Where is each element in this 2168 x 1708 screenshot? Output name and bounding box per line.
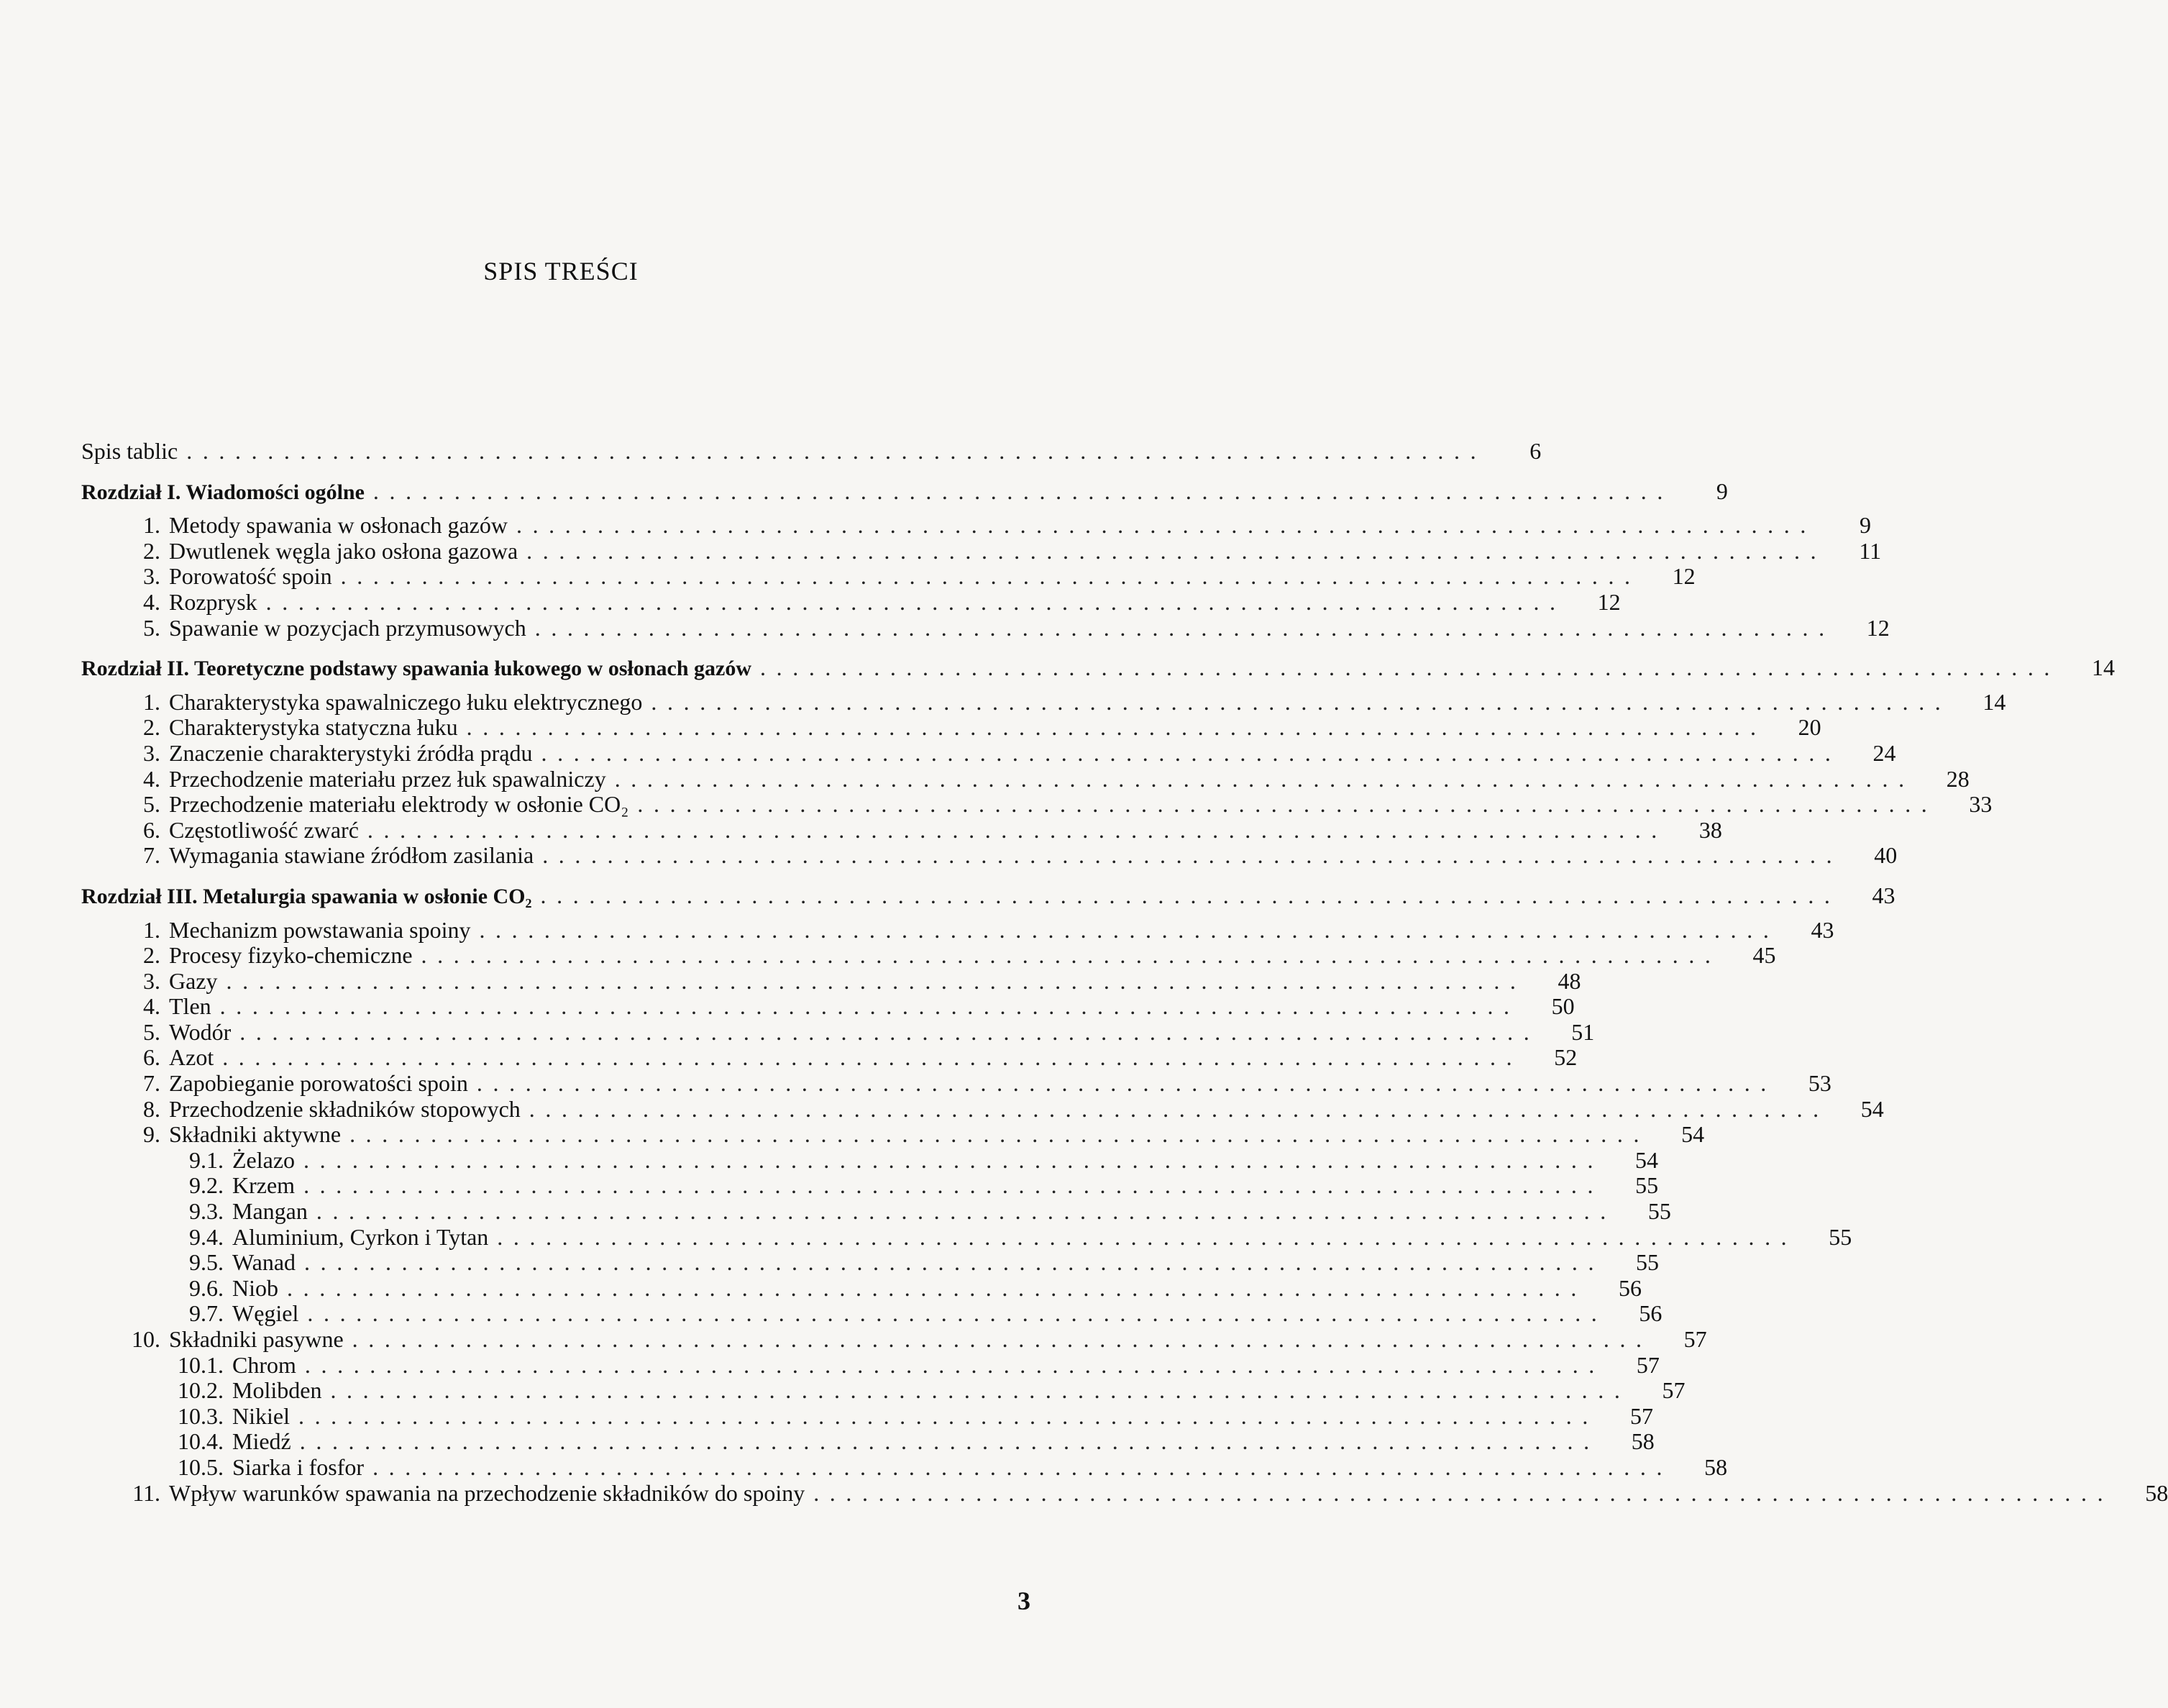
dot-leader: ................................................................................ bbox=[307, 1300, 1608, 1327]
entry-number: 9.6. bbox=[189, 1274, 224, 1301]
entry-title: Wanad bbox=[232, 1249, 296, 1276]
entry-title: Krzem bbox=[232, 1172, 296, 1199]
entry-title: Tlen bbox=[169, 993, 211, 1020]
toc-entry bbox=[81, 1121, 1705, 1148]
entry-number: 6. bbox=[143, 1044, 160, 1071]
entry-number: 4. bbox=[143, 588, 160, 615]
entry-title: Metody spawania w osłonach gazów bbox=[169, 512, 508, 539]
toc-subentry bbox=[81, 1249, 1660, 1276]
toc-subentry bbox=[81, 1453, 1728, 1481]
entry-page: 11 bbox=[1859, 537, 1882, 564]
entry-page: 57 bbox=[1629, 1402, 1653, 1429]
dot-leader: ................................................................................ bbox=[651, 688, 1952, 715]
entry-page: 6 bbox=[1529, 438, 1542, 464]
entry-page: 52 bbox=[1554, 1044, 1578, 1071]
entry-number: 9.4. bbox=[189, 1223, 224, 1250]
table-of-contents bbox=[81, 438, 2168, 1506]
dot-leader: ................................................................................ bbox=[222, 1044, 1523, 1071]
toc-entry bbox=[81, 1044, 1578, 1071]
entry-number: 8. bbox=[143, 1095, 160, 1122]
entry-title: Przechodzenie materiału elektrody w osłonie CO₂ bbox=[169, 791, 629, 818]
entry-page: 33 bbox=[1969, 791, 1993, 818]
entry-page: 57 bbox=[1662, 1377, 1686, 1404]
entry-number: 3. bbox=[143, 739, 160, 766]
toc-subentry bbox=[81, 1172, 1659, 1199]
entry-number: 10.2. bbox=[178, 1377, 224, 1404]
entry-page: 28 bbox=[1946, 765, 1970, 792]
dot-leader: ................................................................................ bbox=[542, 842, 1843, 869]
toc-entry bbox=[81, 1095, 1884, 1123]
entry-number: 1. bbox=[143, 916, 160, 943]
entry-page: 12 bbox=[1672, 563, 1696, 590]
entry-number: 10. bbox=[132, 1326, 160, 1352]
entry-title: Przechodzenie materiału przez łuk spawalniczy bbox=[169, 765, 606, 792]
dot-leader: ................................................................................ bbox=[466, 714, 1767, 741]
dot-leader: ................................................................................ bbox=[526, 537, 1827, 564]
entry-number: 5. bbox=[143, 791, 160, 818]
toc-entry bbox=[81, 1479, 2168, 1507]
dot-leader: ................................................................................ bbox=[298, 1402, 1598, 1429]
toc-entry bbox=[81, 993, 1575, 1020]
toc-subentry bbox=[81, 1198, 1671, 1225]
entry-title: Aluminium, Cyrkon i Tytan bbox=[232, 1223, 489, 1250]
dot-leader: ................................................................................ bbox=[303, 1172, 1604, 1199]
entry-page: 43 bbox=[1811, 916, 1834, 943]
toc-subentry bbox=[81, 1146, 1659, 1174]
dot-leader: ................................................................................ bbox=[813, 1479, 2114, 1506]
chapter-title: Rozdział II. Teoretyczne podstawy spawania łukowego w osłonach gazów bbox=[81, 657, 752, 681]
entry-number: 7. bbox=[143, 842, 160, 869]
entry-title: Rozprysk bbox=[169, 588, 257, 615]
toc-entry bbox=[81, 512, 1871, 539]
entry-title: Gazy bbox=[169, 967, 218, 994]
entry-title: Porowatość spoin bbox=[169, 563, 332, 590]
chapter-title: Rozdział I. Wiadomości ogólne bbox=[81, 480, 365, 504]
entry-page: 14 bbox=[2092, 654, 2116, 681]
toc-entry bbox=[81, 765, 1970, 793]
entry-title: Spawanie w pozycjach przymusowych bbox=[169, 614, 526, 641]
entry-number: 4. bbox=[143, 993, 160, 1020]
entry-number: 9. bbox=[143, 1121, 160, 1148]
entry-page: 54 bbox=[1681, 1121, 1705, 1148]
page-number: 3 bbox=[1017, 1586, 1030, 1615]
entry-title: Składniki aktywne bbox=[169, 1121, 342, 1148]
entry-page: 51 bbox=[1571, 1018, 1595, 1045]
toc-entry bbox=[81, 1326, 1707, 1353]
entry-title: Charakterystyka spawalniczego łuku elektrycznego bbox=[169, 688, 643, 715]
dot-leader: ................................................................................ bbox=[497, 1223, 1798, 1250]
entry-number: 9.3. bbox=[189, 1198, 224, 1225]
entry-page: 38 bbox=[1698, 816, 1722, 843]
entry-page: 12 bbox=[1597, 588, 1621, 615]
dot-leader: ................................................................................ bbox=[299, 1428, 1600, 1455]
dot-leader: ................................................................................ bbox=[367, 816, 1668, 843]
toc-entry bbox=[81, 942, 1776, 969]
toc-entry bbox=[81, 714, 1821, 741]
entry-title: Miedź bbox=[232, 1428, 291, 1455]
entry-page: 14 bbox=[1982, 688, 2006, 715]
dot-leader: ................................................................................ bbox=[340, 563, 1641, 590]
toc-subentry bbox=[81, 1377, 1686, 1404]
toc-entry bbox=[81, 1018, 1595, 1046]
toc-entry bbox=[81, 916, 1834, 944]
toc-subentry bbox=[81, 1402, 1653, 1430]
dot-leader: ................................................................................ bbox=[516, 512, 1816, 539]
entry-title: Mechanizm powstawania spoiny bbox=[169, 916, 471, 943]
entry-title: Charakterystyka statyczna łuku bbox=[169, 714, 458, 741]
dot-leader: ................................................................................ bbox=[760, 654, 2061, 681]
entry-title: Węgiel bbox=[232, 1300, 299, 1327]
dot-leader: ................................................................................ bbox=[479, 916, 1780, 943]
dot-leader: ................................................................................ bbox=[476, 1070, 1777, 1097]
entry-number: 10.3. bbox=[178, 1402, 224, 1429]
entry-page: 55 bbox=[1647, 1198, 1671, 1225]
toc-entry bbox=[81, 537, 1882, 565]
toc-entry bbox=[81, 842, 1898, 869]
dot-leader: ................................................................................ bbox=[534, 614, 1835, 641]
dot-leader: ................................................................................ bbox=[304, 1351, 1605, 1378]
chapter-title: Rozdział III. Metalurgia spawania w osłonie CO₂ bbox=[81, 884, 532, 908]
entry-title: Częstotliwość zwarć bbox=[169, 816, 359, 843]
dot-leader: ................................................................................ bbox=[239, 1018, 1540, 1045]
entry-number: 2. bbox=[143, 942, 160, 969]
entry-page: 57 bbox=[1636, 1351, 1660, 1378]
entry-number: 2. bbox=[143, 714, 160, 741]
entry-page: 57 bbox=[1683, 1326, 1707, 1352]
entry-number: 5. bbox=[143, 614, 160, 641]
dot-leader: ................................................................................ bbox=[614, 765, 1915, 792]
dot-leader: ................................................................................ bbox=[186, 438, 1487, 464]
toc-entry bbox=[81, 588, 1621, 616]
toc-entry bbox=[81, 967, 1581, 995]
entry-title: Siarka i fosfor bbox=[232, 1453, 365, 1480]
dot-leader: ................................................................................ bbox=[352, 1326, 1652, 1352]
dot-leader: ................................................................................ bbox=[637, 791, 1938, 818]
entry-title: Dwutlenek węgla jako osłona gazowa bbox=[169, 537, 518, 564]
dot-leader: ................................................................................ bbox=[421, 942, 1721, 969]
entry-number: 9.2. bbox=[189, 1172, 224, 1199]
entry-page: 9 bbox=[1859, 512, 1871, 539]
dot-leader: ................................................................................ bbox=[304, 1249, 1605, 1276]
entry-page: 20 bbox=[1798, 714, 1821, 741]
entry-title: Spis tablic bbox=[81, 438, 178, 464]
toc-subentry bbox=[81, 1428, 1655, 1455]
dot-leader: ................................................................................ bbox=[303, 1146, 1604, 1173]
dot-leader: ................................................................................ bbox=[540, 882, 1841, 908]
dot-leader: ................................................................................ bbox=[541, 739, 1842, 766]
dot-leader: ................................................................................ bbox=[287, 1274, 1587, 1301]
entry-page: 43 bbox=[1872, 882, 1895, 908]
entry-title: Zapobieganie porowatości spoin bbox=[169, 1070, 468, 1097]
toc-entry bbox=[81, 739, 1896, 767]
dot-leader: ................................................................................ bbox=[316, 1198, 1616, 1225]
toc-entry bbox=[81, 614, 1890, 641]
entry-title: Mangan bbox=[232, 1198, 308, 1225]
entry-page: 55 bbox=[1636, 1249, 1660, 1276]
entry-title: Składniki pasywne bbox=[169, 1326, 344, 1352]
entry-number: 9.1. bbox=[189, 1146, 224, 1173]
dot-leader: ................................................................................ bbox=[349, 1121, 1650, 1148]
toc-subentry bbox=[81, 1223, 1852, 1251]
toc-entry bbox=[81, 816, 1722, 844]
entry-page: 53 bbox=[1808, 1070, 1831, 1097]
entry-title: Żelazo bbox=[232, 1146, 296, 1173]
entry-title: Procesy fizyko-chemiczne bbox=[169, 942, 413, 969]
dot-leader: ................................................................................ bbox=[372, 1453, 1673, 1480]
entry-number: 11. bbox=[132, 1479, 160, 1506]
entry-number: 3. bbox=[143, 967, 160, 994]
entry-number: 9.5. bbox=[189, 1249, 224, 1276]
entry-page: 56 bbox=[1639, 1300, 1662, 1327]
toc-entry bbox=[81, 1070, 1831, 1097]
entry-page: 56 bbox=[1619, 1274, 1642, 1301]
entry-title: Znaczenie charakterystyki źródła prądu bbox=[169, 739, 533, 766]
entry-page: 12 bbox=[1866, 614, 1890, 641]
toc-chapter bbox=[81, 478, 1728, 505]
entry-number: 6. bbox=[143, 816, 160, 843]
entry-number: 10.5. bbox=[178, 1453, 224, 1480]
toc-entry bbox=[81, 563, 1696, 590]
dot-leader: ................................................................................ bbox=[372, 478, 1673, 504]
dot-leader: ................................................................................ bbox=[330, 1377, 1631, 1404]
entry-number: 7. bbox=[143, 1070, 160, 1097]
dot-leader: ................................................................................ bbox=[219, 993, 1520, 1020]
entry-number: 4. bbox=[143, 765, 160, 792]
entry-title: Molibden bbox=[232, 1377, 322, 1404]
entry-page: 58 bbox=[1631, 1428, 1655, 1455]
entry-page: 55 bbox=[1829, 1223, 1852, 1250]
entry-page: 54 bbox=[1860, 1095, 1884, 1122]
toc-subentry bbox=[81, 1300, 1662, 1327]
toc-chapter bbox=[81, 882, 1895, 909]
entry-page: 9 bbox=[1716, 478, 1728, 504]
entry-title: Azot bbox=[169, 1044, 214, 1071]
entry-number: 10.4. bbox=[178, 1428, 224, 1455]
entry-page: 58 bbox=[2145, 1479, 2168, 1506]
entry-title: Wymagania stawiane źródłom zasilania bbox=[169, 842, 534, 869]
toc-entry bbox=[81, 438, 1542, 465]
entry-number: 9.7. bbox=[189, 1300, 224, 1327]
entry-title: Nikiel bbox=[232, 1402, 290, 1429]
dot-leader: ................................................................................ bbox=[265, 588, 1566, 615]
toc-entry bbox=[81, 688, 2006, 716]
entry-title: Wodór bbox=[169, 1018, 232, 1045]
entry-page: 24 bbox=[1872, 739, 1896, 766]
toc-subentry bbox=[81, 1274, 1642, 1302]
entry-number: 3. bbox=[143, 563, 160, 590]
entry-number: 5. bbox=[143, 1018, 160, 1045]
entry-number: 1. bbox=[143, 512, 160, 539]
entry-page: 55 bbox=[1635, 1172, 1659, 1199]
dot-leader: ................................................................................ bbox=[529, 1095, 1829, 1122]
toc-chapter bbox=[81, 654, 2116, 681]
entry-number: 10.1. bbox=[178, 1351, 224, 1378]
entry-number: 2. bbox=[143, 537, 160, 564]
page-title: SPIS TREŚCI bbox=[483, 257, 639, 286]
entry-title: Wpływ warunków spawania na przechodzenie składników do spoiny bbox=[169, 1479, 805, 1506]
entry-page: 48 bbox=[1558, 967, 1581, 994]
entry-page: 45 bbox=[1752, 942, 1776, 969]
entry-page: 40 bbox=[1874, 842, 1898, 869]
entry-title: Niob bbox=[232, 1274, 278, 1301]
entry-title: Przechodzenie składników stopowych bbox=[169, 1095, 521, 1122]
toc-subentry bbox=[81, 1351, 1660, 1379]
entry-page: 50 bbox=[1551, 993, 1575, 1020]
entry-title: Chrom bbox=[232, 1351, 296, 1378]
dot-leader: ................................................................................ bbox=[226, 967, 1527, 994]
entry-number: 1. bbox=[143, 688, 160, 715]
entry-page: 58 bbox=[1704, 1453, 1728, 1480]
entry-page: 54 bbox=[1635, 1146, 1659, 1173]
toc-entry bbox=[81, 791, 1993, 818]
